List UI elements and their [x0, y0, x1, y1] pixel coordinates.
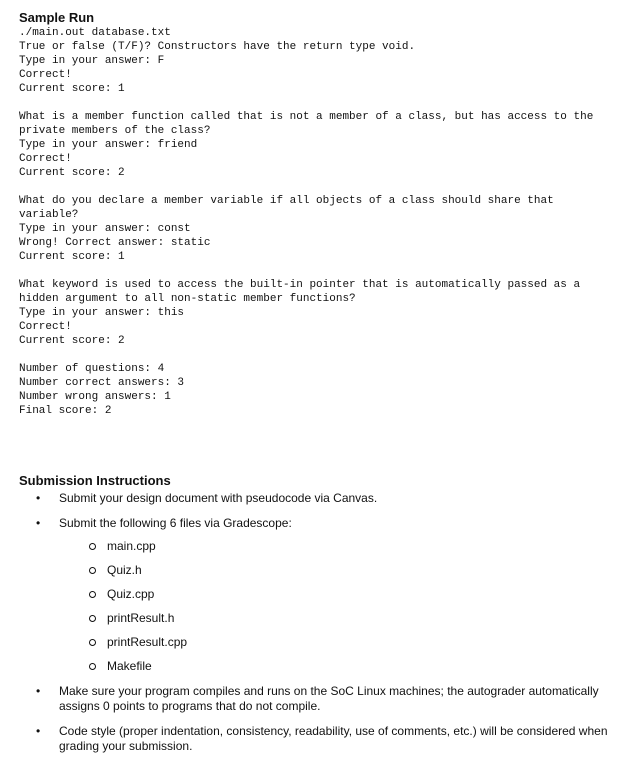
bullet-icon: • — [36, 684, 41, 698]
summary-block — [19, 362, 619, 418]
file-item — [59, 611, 619, 626]
list-item — [19, 491, 619, 506]
submission-list — [19, 491, 619, 754]
file-name: main.cpp — [107, 539, 156, 553]
answer-line: Type in your answer: const — [19, 223, 191, 235]
question-block-2 — [19, 110, 619, 180]
file-item — [59, 659, 619, 674]
score-line: Current score: 1 — [19, 83, 125, 95]
file-item — [59, 563, 619, 578]
question-block-3 — [19, 194, 619, 264]
terminal-output — [19, 26, 619, 418]
submission-title: Submission Instructions — [19, 473, 171, 488]
item-text: Make sure your program compiles and runs on the SoC Linux machines; the autograder automatically assigns 0 points to programs that do not compile. — [59, 684, 599, 713]
answer-line: Type in your answer: F — [19, 55, 165, 67]
item-text: Submit your design document with pseudocode via Canvas. — [59, 491, 378, 505]
file-item — [59, 587, 619, 602]
file-name: printResult.h — [107, 611, 175, 625]
bullet-icon: • — [36, 516, 41, 530]
bullet-icon: • — [36, 724, 41, 738]
sample-run-section — [19, 10, 619, 418]
circle-bullet-icon — [89, 591, 96, 598]
sample-run-title: Sample Run — [19, 10, 95, 25]
file-item — [59, 539, 619, 554]
file-name: Quiz.h — [107, 563, 142, 577]
circle-bullet-icon — [89, 663, 96, 670]
answer-line: Type in your answer: this — [19, 307, 185, 319]
question-text: True or false (T/F)? Constructors have the return type void. — [19, 41, 416, 53]
result-line: Correct! — [19, 153, 72, 165]
command-line: ./main.out database.txt — [19, 27, 171, 39]
file-name: printResult.cpp — [107, 635, 188, 649]
circle-bullet-icon — [89, 543, 96, 550]
summary-final-score: Final score: 2 — [19, 405, 112, 417]
list-item — [19, 516, 619, 674]
question-text: What keyword is used to access the built-in pointer that is automatically passed as a hidden argument to all non-static member functions? — [19, 279, 587, 305]
submission-section — [19, 473, 619, 764]
question-text: What do you declare a member variable if all objects of a class should share that variable? — [19, 195, 561, 221]
list-item — [19, 684, 619, 714]
list-item — [19, 724, 619, 754]
file-item — [59, 635, 619, 650]
summary-wrong: Number wrong answers: 1 — [19, 391, 171, 403]
result-line: Correct! — [19, 321, 72, 333]
item-text: Code style (proper indentation, consistency, readability, use of comments, etc.) will be considered when grading your submission. — [59, 724, 608, 753]
item-text: Submit the following 6 files via Gradescope: — [59, 516, 292, 530]
circle-bullet-icon — [89, 567, 96, 574]
file-name: Makefile — [107, 659, 152, 673]
file-list — [59, 539, 619, 674]
question-block-1 — [19, 40, 619, 96]
summary-correct: Number correct answers: 3 — [19, 377, 185, 389]
score-line: Current score: 1 — [19, 251, 125, 263]
score-line: Current score: 2 — [19, 167, 125, 179]
file-name: Quiz.cpp — [107, 587, 155, 601]
answer-line: Type in your answer: friend — [19, 139, 198, 151]
result-line: Correct! — [19, 69, 72, 81]
result-line: Wrong! Correct answer: static — [19, 237, 211, 249]
summary-questions: Number of questions: 4 — [19, 363, 165, 375]
question-block-4 — [19, 278, 619, 348]
circle-bullet-icon — [89, 615, 96, 622]
bullet-icon: • — [36, 491, 41, 505]
score-line: Current score: 2 — [19, 335, 125, 347]
question-text: What is a member function called that is not a member of a class, but has access to the private members of the class? — [19, 111, 600, 137]
circle-bullet-icon — [89, 639, 96, 646]
